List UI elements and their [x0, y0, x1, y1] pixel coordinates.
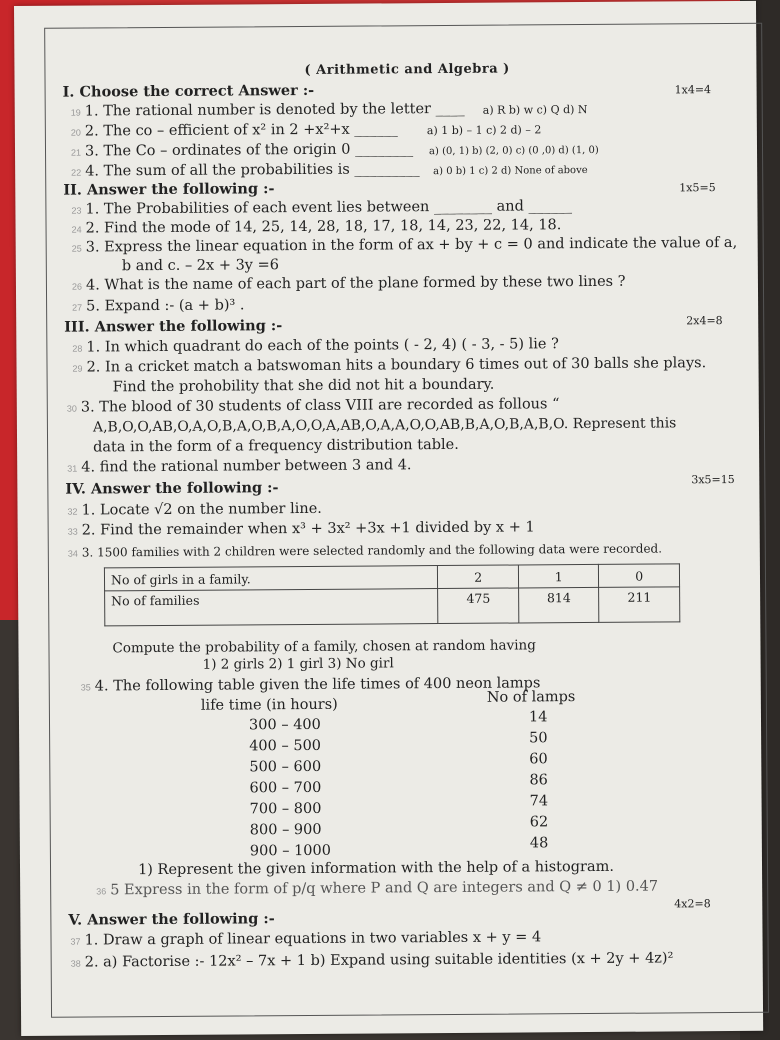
lamp-range: 900 – 1000	[249, 842, 332, 860]
s2-q1-text: 1. The Probabilities of each event lies between ________ and ______	[85, 198, 572, 218]
q-number-mark: 21	[70, 147, 82, 158]
s3-q3-cont2: data in the form of a frequency distribution table.	[93, 436, 459, 456]
table-cell: 1	[518, 564, 599, 588]
s5-q1-text: 1. Draw a graph of linear equations in two variables x + y = 4	[84, 929, 542, 949]
s3-q3-text: 3. The blood of 30 students of class VIII are recorded as follous “	[80, 396, 560, 416]
s3-q1-text: 1. In which quadrant do each of the points ( - 2, 4) ( - 3, - 5) lie ?	[86, 336, 559, 356]
s3-q3-cont: A,B,O,O,AB,O,A,O,B,A,O,B,A,O,O,A,AB,O,A,A,O,O,AB,B,A,O,B,A,B,O. Represent this	[92, 415, 677, 436]
s3-q3	[67, 395, 560, 417]
q-number-mark: 23	[71, 205, 82, 216]
lamp-count: 60	[529, 751, 548, 768]
s2-q4-text: 4. What is the name of each part of the plane formed by these two lines ?	[85, 273, 626, 294]
q-number-mark: 36	[96, 886, 107, 897]
table-cell: 814	[519, 587, 600, 623]
lamp-count: 74	[529, 793, 549, 810]
s3-q2-cont: Find the prohobility that she did not hit a boundary.	[112, 376, 495, 396]
s1-q2-text: 2. The co – efficient of x² in 2 +x²+x ______	[84, 121, 398, 140]
table-header-families: No of families	[105, 589, 439, 626]
table-row	[105, 587, 680, 626]
q-number-mark: 22	[71, 167, 82, 178]
s1-q3-text: 3. The Co – ordinates of the origin 0 ________	[84, 141, 414, 160]
lamp-count: 48	[529, 835, 549, 852]
lamps-col-lifetime: life time (in hours)	[200, 696, 338, 714]
s1-q4-text: 4. The sum of all the probabilities is _________	[85, 161, 420, 180]
s4-q5	[96, 878, 658, 901]
s1-q3	[71, 140, 413, 161]
table-cell: 211	[599, 587, 680, 623]
q-number-mark: 27	[72, 302, 83, 313]
s4-q3-text: 3. 1500 families with 2 children were selected randomly and the following data were recorded.	[81, 541, 663, 560]
table-cell: 475	[438, 588, 519, 624]
q-number-mark: 34	[67, 548, 78, 559]
s2-q5-text: 5. Expand :- (a + b)³ .	[86, 297, 245, 315]
q-number-mark: 32	[67, 506, 78, 517]
lamp-count: 62	[529, 814, 549, 831]
s4-q1-text: 1. Locate √2 on the number line.	[81, 500, 322, 519]
q-number-mark: 37	[70, 936, 81, 947]
s4-q4	[81, 674, 541, 696]
lamp-range: 300 – 400	[248, 716, 321, 734]
s1-q1-text: 1. The rational number is denoted by the letter ____	[84, 100, 465, 120]
exam-paper	[14, 1, 763, 1036]
lamp-range: 700 – 800	[249, 800, 322, 818]
q-number-mark: 24	[71, 224, 82, 235]
q-number-mark: 29	[72, 363, 83, 374]
s4-q5-text: 5 Express in the form of p/q where P and Q are integers and Q ≠ 0 1) 0.47	[110, 878, 659, 899]
s4-q2	[68, 518, 535, 540]
s3-q4-text: 4. find the rational number between 3 and 4.	[81, 457, 412, 476]
s1-q4-options: a) 0 b) 1 c) 2 d) None of above	[433, 164, 588, 178]
q-number-mark: 19	[70, 107, 81, 118]
section4-heading: IV. Answer the following :-	[65, 479, 279, 498]
q-number-mark: 25	[71, 243, 82, 254]
section5-marks: 4x2=8	[674, 897, 711, 911]
section2-marks: 1x5=5	[679, 181, 716, 195]
lamp-range: 600 – 700	[249, 779, 322, 797]
s4-q1	[67, 500, 321, 521]
s3-q4	[67, 456, 411, 477]
s4-q3-prompt: Compute the probability of a family, chosen at random having	[112, 637, 536, 657]
s4-q4-text: 4. The following table given the life times of 400 neon lamps	[94, 675, 541, 695]
section1-heading: I. Choose the correct Answer :-	[62, 81, 315, 101]
s1-q2	[71, 120, 398, 141]
q-number-mark: 20	[70, 127, 81, 138]
s4-q4-task: 1) Represent the given information with the help of a histogram.	[137, 858, 614, 879]
s5-q2-text: 2. a) Factorise :- 12x² – 7x + 1 b) Expand using suitable identities (x + 2y + 4z)²	[84, 950, 674, 971]
table-cell: 2	[438, 565, 519, 589]
q-number-mark: 30	[66, 403, 77, 414]
q-number-mark: 38	[70, 958, 81, 969]
s1-q1-options: a) R b) w c) Q d) N	[482, 102, 588, 117]
lamp-range: 500 – 600	[249, 758, 322, 776]
lamp-range: 800 – 900	[249, 821, 322, 839]
lamp-range: 400 – 500	[249, 737, 322, 755]
lamps-table	[19, 709, 762, 868]
s5-q1	[70, 928, 541, 950]
table-cell: 0	[599, 564, 680, 588]
s3-q1	[72, 335, 559, 357]
s1-q2-options: a) 1 b) – 1 c) 2 d) – 2	[426, 123, 542, 138]
s2-q3-cont: b and c. – 2x + 3y =6	[121, 257, 280, 275]
s1-q1	[71, 100, 465, 122]
q-number-mark: 35	[80, 682, 91, 693]
table-header-girls: No of girls in a family.	[104, 566, 438, 591]
lamp-count: 14	[528, 709, 548, 726]
q-number-mark: 31	[67, 463, 78, 474]
section5-heading: V. Answer the following :-	[68, 910, 275, 929]
section4-marks: 3x5=15	[691, 472, 735, 487]
section2-heading: II. Answer the following :-	[63, 180, 275, 199]
families-table	[104, 563, 680, 626]
s2-q5	[72, 296, 245, 316]
s2-q2-text: 2. Find the mode of 14, 25, 14, 28, 18, 17, 18, 14, 23, 22, 14, 18.	[85, 217, 562, 237]
q-number-mark: 26	[71, 281, 83, 292]
paper-title: ( Arithmetic and Algebra )	[304, 61, 510, 78]
section1-marks: 1x4=4	[674, 83, 712, 97]
s3-q2-text: 2. In a cricket match a batswoman hits a boundary 6 times out of 30 balls she plays.	[86, 355, 707, 376]
s2-q4	[72, 273, 626, 296]
q-number-mark: 33	[67, 526, 78, 537]
lamp-count: 86	[529, 772, 548, 789]
lamp-count: 50	[529, 730, 548, 747]
q-number-mark: 28	[72, 343, 83, 354]
s1-q3-options: a) (0, 1) b) (2, 0) c) (0 ,0) d) (1, 0)	[428, 144, 599, 158]
section3-heading: III. Answer the following :-	[64, 317, 283, 336]
s2-q3-text: 3. Express the linear equation in the form of ax + by + c = 0 and indicate the value of a,	[85, 234, 738, 256]
lamps-col-count: No of lamps	[486, 689, 576, 706]
section3-marks: 2x4=8	[686, 314, 723, 328]
s4-q3-options: 1) 2 girls 2) 1 girl 3) No girl	[202, 655, 394, 673]
s4-q2-text: 2. Find the remainder when x³ + 3x² +3x +1 divided by x + 1	[81, 519, 535, 539]
s1-q4	[71, 160, 420, 181]
